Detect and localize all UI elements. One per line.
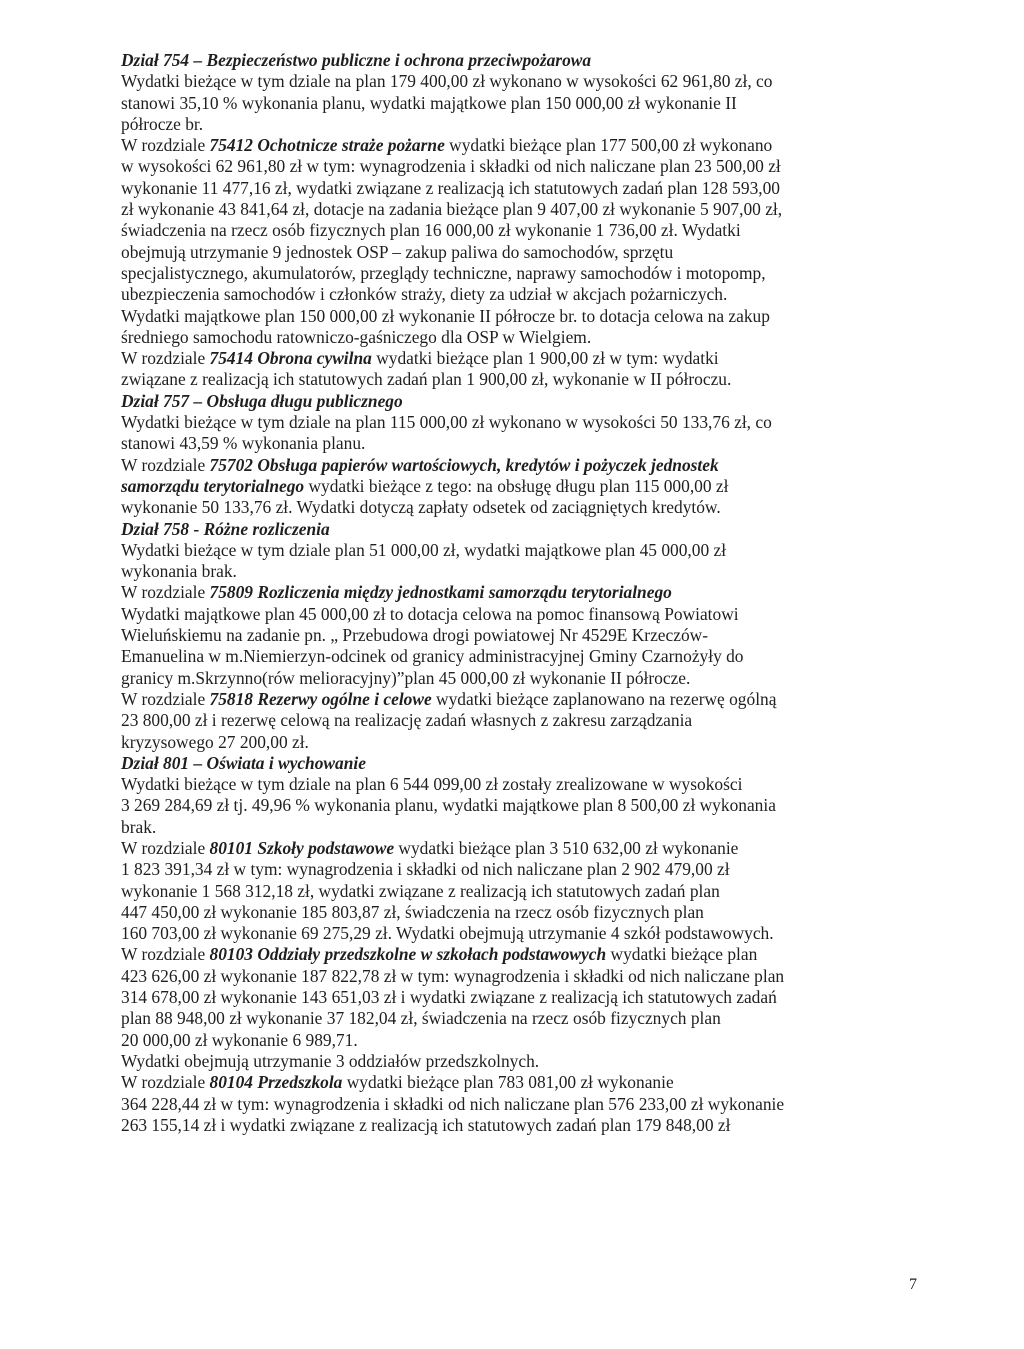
text-segment: w wysokości 62 961,80 zł w tym: wynagrodzenia i składki od nich naliczane plan 23 500,00 zł xyxy=(121,156,781,177)
text-line xyxy=(121,689,921,710)
text-segment: wydatki bieżące plan 783 081,00 zł wykonanie xyxy=(342,1072,674,1093)
text-segment: 447 450,00 zł wykonanie 185 803,87 zł, świadczenia na rzecz osób fizycznych plan xyxy=(121,901,704,922)
text-line xyxy=(121,135,921,156)
text-line xyxy=(121,497,921,518)
text-line xyxy=(121,774,921,795)
text-line xyxy=(121,1072,921,1093)
text-segment: Wieluńskiemu na zadanie pn. „ Przebudowa drogi powiatowej Nr 4529E Krzeczów- xyxy=(121,625,709,646)
text-segment: W rozdziale xyxy=(121,688,210,709)
text-segment: Wydatki majątkowe plan 45 000,00 zł to dotacja celowa na pomoc finansową Powiatowi xyxy=(121,603,739,624)
text-segment: W rozdziale xyxy=(121,1072,210,1093)
text-line xyxy=(121,327,921,348)
text-line xyxy=(121,348,921,369)
text-line xyxy=(121,944,921,965)
text-segment: wykonanie 11 477,16 zł, wydatki związane z realizacją ich statutowych zadań plan 128 593,00 xyxy=(121,177,781,198)
text-line xyxy=(121,369,921,390)
section-heading: 75818 Rezerwy ogólne i celowe xyxy=(209,688,432,709)
section-heading: Dział 801 – Oświata i wychowanie xyxy=(121,752,366,773)
page-number: 7 xyxy=(909,1276,917,1293)
text-line xyxy=(121,156,921,177)
text-segment: wydatki bieżące plan 3 510 632,00 zł wykonanie xyxy=(394,837,739,858)
section-heading: 75702 Obsługa papierów wartościowych, kredytów i pożyczek jednostek xyxy=(209,454,719,475)
text-line xyxy=(121,838,921,859)
text-line xyxy=(121,881,921,902)
section-heading: Dział 757 – Obsługa długu publicznego xyxy=(121,390,403,411)
section-heading: 75809 Rozliczenia między jednostkami samorządu terytorialnego xyxy=(209,582,672,603)
text-line xyxy=(121,625,921,646)
text-line xyxy=(121,1115,921,1136)
text-line xyxy=(121,561,921,582)
section-heading: samorządu terytorialnego xyxy=(121,475,305,496)
text-segment: Wydatki bieżące w tym dziale na plan 179 400,00 zł wykonano w wysokości 62 961,80 zł, co xyxy=(121,71,773,92)
text-segment: Wydatki majątkowe plan 150 000,00 zł wykonanie II półrocze br. to dotacja celowa na zakup xyxy=(121,305,770,326)
text-segment: W rozdziale xyxy=(121,944,210,965)
text-segment: ubezpieczenia samochodów i członków straży, diety za udział w akcjach pożarniczych. xyxy=(121,284,728,305)
text-segment: Wydatki bieżące w tym dziale plan 51 000,00 zł, wydatki majątkowe plan 45 000,00 zł xyxy=(121,539,727,560)
document-page xyxy=(121,50,921,1136)
text-line xyxy=(121,220,921,241)
text-line xyxy=(121,902,921,923)
text-segment: średniego samochodu ratowniczo-gaśniczego dla OSP w Wielgiem. xyxy=(121,326,592,347)
text-line xyxy=(121,412,921,433)
text-segment: 314 678,00 zł wykonanie 143 651,03 zł i wydatki związane z realizacją ich statutowych zadań xyxy=(121,987,777,1008)
section-heading: Dział 758 - Różne rozliczenia xyxy=(121,518,330,539)
text-line xyxy=(121,710,921,731)
text-segment: 1 823 391,34 zł w tym: wynagrodzenia i składki od nich naliczane plan 2 902 479,00 zł xyxy=(121,859,730,880)
text-segment: W rozdziale xyxy=(121,454,210,475)
text-segment: zł wykonanie 43 841,64 zł, dotacje na zadania bieżące plan 9 407,00 zł wykonanie 5 907,00 zł, xyxy=(121,199,783,220)
text-segment: 20 000,00 zł wykonanie 6 989,71. xyxy=(121,1029,358,1050)
text-segment: 23 800,00 zł i rezerwę celową na realizację zadań własnych z zakresu zarządzania xyxy=(121,710,693,731)
text-segment: W rozdziale xyxy=(121,837,210,858)
text-line xyxy=(121,668,921,689)
text-segment: wydatki bieżące zaplanowano na rezerwę ogólną xyxy=(431,688,777,709)
text-segment: kryzysowego 27 200,00 zł. xyxy=(121,731,309,752)
section-heading: 80101 Szkoły podstawowe xyxy=(209,837,395,858)
text-line xyxy=(121,753,921,774)
text-line xyxy=(121,242,921,263)
text-segment: specjalistycznego, akumulatorów, przeglądy techniczne, naprawy samochodów i motopomp, xyxy=(121,262,766,283)
text-segment: 263 155,14 zł i wydatki związane z realizacją ich statutowych zadań plan 179 848,00 zł xyxy=(121,1114,731,1135)
text-line xyxy=(121,817,921,838)
text-line xyxy=(121,646,921,667)
text-line xyxy=(121,306,921,327)
text-segment: 423 626,00 zł wykonanie 187 822,78 zł w tym: wynagrodzenia i składki od nich naliczane plan xyxy=(121,965,785,986)
text-line xyxy=(121,114,921,135)
text-line xyxy=(121,1094,921,1115)
text-segment: Wydatki bieżące w tym dziale na plan 6 544 099,00 zł zostały zrealizowane w wysokości xyxy=(121,774,743,795)
text-segment: Emanuelina w m.Niemierzyn-odcinek od granicy administracyjnej Gminy Czarnożyły do xyxy=(121,646,744,667)
text-segment: świadczenia na rzecz osób fizycznych plan 16 000,00 zł wykonanie 1 736,00 zł. Wydatki xyxy=(121,220,741,241)
text-line xyxy=(121,923,921,944)
text-line xyxy=(121,519,921,540)
text-segment: W rozdziale xyxy=(121,582,210,603)
text-segment: półrocze br. xyxy=(121,113,204,134)
text-segment: 3 269 284,69 zł tj. 49,96 % wykonania planu, wydatki majątkowe plan 8 500,00 zł wykonania xyxy=(121,795,776,816)
text-line xyxy=(121,966,921,987)
text-segment: wydatki bieżące plan xyxy=(606,944,758,965)
section-heading: 80103 Oddziały przedszkolne w szkołach podstawowych xyxy=(209,944,607,965)
text-line xyxy=(121,604,921,625)
text-segment: Wydatki bieżące w tym dziale na plan 115 000,00 zł wykonano w wysokości 50 133,76 zł, co xyxy=(121,412,772,433)
text-line xyxy=(121,1051,921,1072)
text-segment: wydatki bieżące plan 177 500,00 zł wykonano xyxy=(444,135,773,156)
text-segment: wykonania brak. xyxy=(121,561,237,582)
text-line xyxy=(121,199,921,220)
text-line xyxy=(121,391,921,412)
text-segment: 160 703,00 zł wykonanie 69 275,29 zł. Wydatki obejmują utrzymanie 4 szkół podstawowych. xyxy=(121,923,774,944)
text-segment: granicy m.Skrzynno(rów melioracyjny)”plan 45 000,00 zł wykonanie II półrocze. xyxy=(121,667,691,688)
text-segment: 364 228,44 zł w tym: wynagrodzenia i składki od nich naliczane plan 576 233,00 zł wykonanie xyxy=(121,1093,785,1114)
text-line xyxy=(121,1030,921,1051)
text-line xyxy=(121,263,921,284)
text-line xyxy=(121,540,921,561)
text-line xyxy=(121,93,921,114)
section-heading: 75414 Obrona cywilna xyxy=(209,348,372,369)
text-segment: związane z realizacją ich statutowych zadań plan 1 900,00 zł, wykonanie w II półroczu. xyxy=(121,369,732,390)
text-segment: stanowi 35,10 % wykonania planu, wydatki majątkowe plan 150 000,00 zł wykonanie II xyxy=(121,92,737,113)
text-segment: W rozdziale xyxy=(121,348,210,369)
text-segment: Wydatki obejmują utrzymanie 3 oddziałów przedszkolnych. xyxy=(121,1050,540,1071)
section-heading: 80104 Przedszkola xyxy=(209,1072,343,1093)
section-heading: Dział 754 – Bezpieczeństwo publiczne i ochrona przeciwpożarowa xyxy=(121,50,592,70)
text-line xyxy=(121,476,921,497)
text-segment: plan 88 948,00 zł wykonanie 37 182,04 zł, świadczenia na rzecz osób fizycznych plan xyxy=(121,1008,721,1029)
text-line xyxy=(121,284,921,305)
text-line xyxy=(121,178,921,199)
text-line xyxy=(121,859,921,880)
text-segment: W rozdziale xyxy=(121,135,210,156)
text-segment: stanowi 43,59 % wykonania planu. xyxy=(121,433,366,454)
text-line xyxy=(121,795,921,816)
section-heading: 75412 Ochotnicze straże pożarne xyxy=(209,135,445,156)
text-segment: wydatki bieżące plan 1 900,00 zł w tym: wydatki xyxy=(371,348,719,369)
text-line xyxy=(121,582,921,603)
text-line xyxy=(121,987,921,1008)
text-segment: wykonanie 1 568 312,18 zł, wydatki związane z realizacją ich statutowych zadań plan xyxy=(121,880,720,901)
text-segment: brak. xyxy=(121,816,157,837)
text-line xyxy=(121,455,921,476)
text-line xyxy=(121,433,921,454)
text-line xyxy=(121,1008,921,1029)
text-segment: obejmują utrzymanie 9 jednostek OSP – zakup paliwa do samochodów, sprzętu xyxy=(121,241,674,262)
text-segment: wydatki bieżące z tego: na obsługę długu plan 115 000,00 zł xyxy=(304,475,729,496)
text-segment: wykonanie 50 133,76 zł. Wydatki dotyczą zapłaty odsetek od zaciągniętych kredytów. xyxy=(121,497,721,518)
text-line xyxy=(121,71,921,92)
text-line xyxy=(121,732,921,753)
text-line xyxy=(121,50,921,71)
